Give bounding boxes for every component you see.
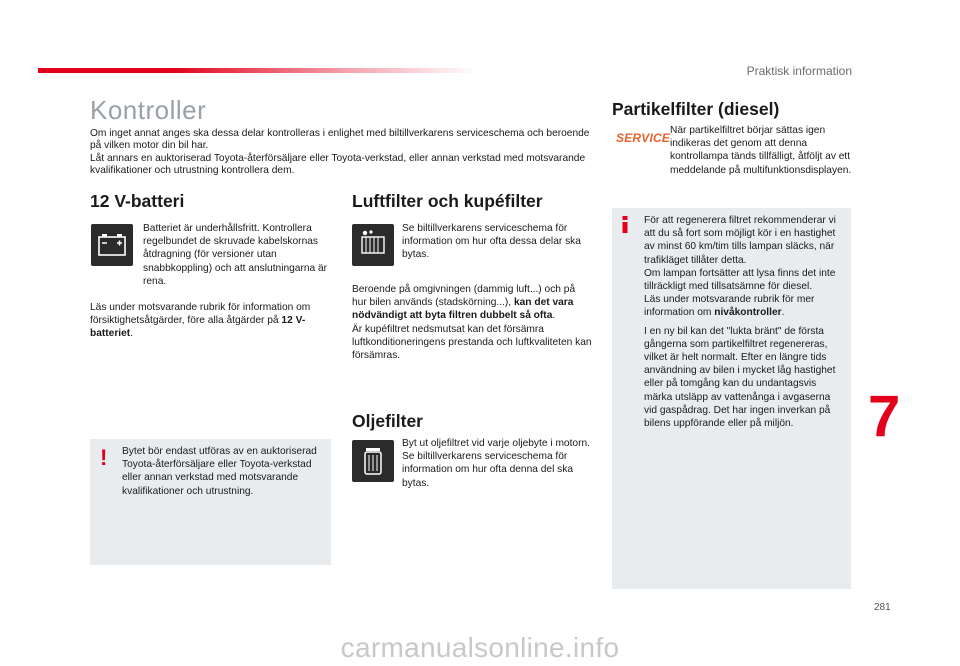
air-filter-text: Se biltillverkarens serviceschema för information om hur ofta dessa delar ska bytas. bbox=[402, 223, 581, 261]
battery-warning-text: Bytet bör endast utföras av en auktoriserad Toyota-återförsäljare eller Toyota-verkstad eller annan verkstad med motsvarande kvalifikationer och utrustning. bbox=[122, 446, 317, 497]
battery-reference-end: . bbox=[130, 328, 134, 340]
air-filter-note: Är kupéfiltret nedsmutsat kan det försämra luftkonditioneringens prestanda och luftkvaliteten kan försämras. bbox=[352, 323, 592, 362]
battery-reference-bold: 12 V-batteriet bbox=[90, 315, 306, 340]
section-label: Praktisk information bbox=[746, 64, 852, 78]
battery-reference-text: Läs under motsvarande rubrik för information om försiktighetsåtgärder, före alla åtgärder på bbox=[90, 302, 311, 327]
warning-icon: ! bbox=[100, 445, 108, 470]
air-filter-frequency-bold: kan det vara nödvändigt att byta filtren dubbelt så ofta bbox=[352, 297, 574, 322]
info-new-car: I en ny bil kan det "lukta bränt" de första gångerna som partikelfiltret regenereras, vilket är helt normalt. Efter en längre tids användning av bilen i mycket låg hastighet eller på tomgång kan du undantagsvis märka utsläpp av vattenånga i avgaserna vid gaspådrag. Det har ingen inverkan på bilens uppförande eller på miljön. bbox=[644, 325, 836, 430]
particle-filter-heading: Partikelfilter (diesel) bbox=[612, 99, 780, 119]
oil-filter-schedule: Se biltillverkarens serviceschema för information om hur ofta denna del ska bytas. bbox=[402, 451, 574, 489]
info-regeneration: För att regenerera filtret rekommenderar vi att du så fort som möjligt kör i en hastighet av minst 60 km/tim tills lampan släcks, när trafikläget tillåter detta. bbox=[644, 215, 836, 266]
info-reference bbox=[644, 293, 846, 319]
air-filter-frequency-text: Beroende på omgivningen (dammig luft...) och på hur bilen används (stadskörning...), bbox=[352, 284, 576, 309]
battery-text: Batteriet är underhållsfritt. Kontrollera regelbundet de skruvade kabelskornas åtdragning (för versioner utan snabbkoppling) och att anslutningarna är rena. bbox=[143, 223, 328, 287]
info-reference-bold: nivåkontroller bbox=[714, 307, 782, 319]
battery-heading: 12 V-batteri bbox=[90, 191, 185, 211]
air-filter-icon bbox=[352, 224, 394, 266]
particle-filter-info-box bbox=[612, 208, 851, 589]
info-additive: Om lampan fortsätter att lysa finns det inte tillräckligt med tillsatsämne för diesel. bbox=[644, 267, 836, 293]
battery-warning-box bbox=[90, 439, 331, 565]
oil-filter-heading: Oljefilter bbox=[352, 411, 423, 431]
oil-filter-change: Byt ut oljefiltret vid varje oljebyte i motorn. bbox=[402, 438, 590, 449]
particle-filter-info-text bbox=[644, 214, 846, 430]
info-reference-end: . bbox=[781, 307, 785, 319]
page-number: 281 bbox=[874, 602, 891, 613]
oil-filter-text bbox=[402, 437, 592, 490]
info-reference-text: Läs under motsvarande rubrik för mer information om bbox=[644, 294, 815, 319]
watermark: carmanualsonline.info bbox=[340, 632, 620, 663]
service-warning-lamp-icon: SERVICE bbox=[616, 131, 671, 145]
particle-filter-text: När partikelfiltret börjar sättas igen indikeras det genom att denna kontrollampa tänds tillfälligt, åtföljt av ett meddelande på multifunktionsdisplayen. bbox=[670, 125, 852, 176]
intro-line-2: Låt annars en auktoriserad Toyota-återförsäljare eller Toyota-verkstad, eller annan verkstad med motsvarande kvalifikationer och utrustning kontrollera dem. bbox=[90, 152, 586, 177]
page-title: Kontroller bbox=[90, 95, 207, 125]
header-accent-bar bbox=[38, 68, 478, 73]
battery-icon bbox=[91, 224, 133, 266]
intro-line-1: Om inget annat anges ska dessa delar kontrolleras i enlighet med biltillverkarens serviceschema och beroende på vilken motor din bil har. bbox=[90, 128, 590, 152]
air-filter-frequency-end: . bbox=[552, 310, 556, 322]
intro-text bbox=[90, 128, 590, 178]
battery-reference bbox=[90, 301, 330, 341]
chapter-number: 7 bbox=[868, 384, 901, 449]
air-filter-heading: Luftfilter och kupéfilter bbox=[352, 191, 543, 211]
info-icon bbox=[622, 216, 628, 233]
air-filter-frequency bbox=[352, 283, 592, 323]
air-filter-paragraph bbox=[352, 283, 592, 362]
oil-filter-icon bbox=[352, 440, 394, 482]
